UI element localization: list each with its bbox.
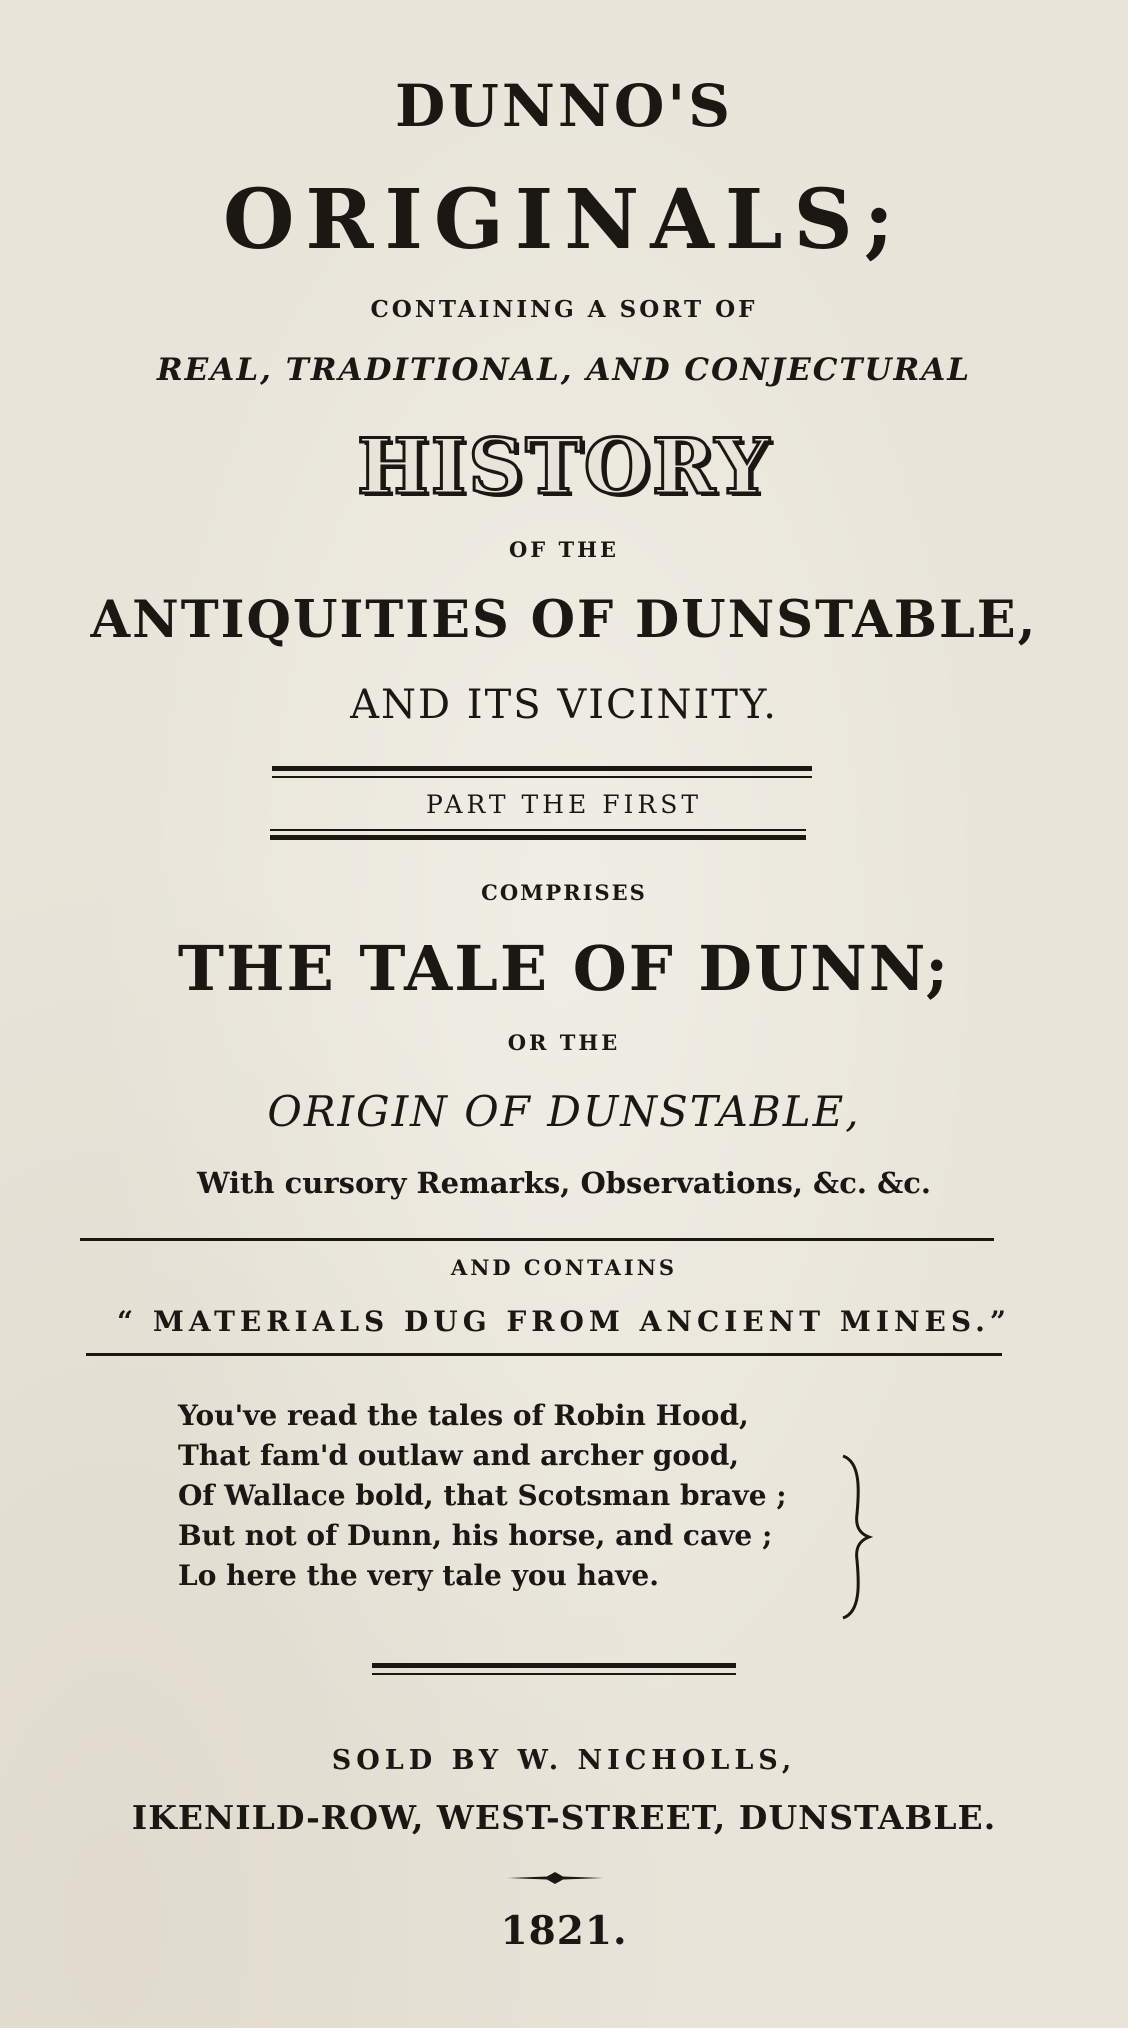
- comprises-label: COMPRISES: [481, 880, 647, 905]
- rule-part-top-thick: [272, 766, 812, 771]
- title-tale-of-dunn: THE TALE OF DUNN;: [177, 932, 951, 1005]
- rule-poem-thick: [372, 1663, 736, 1668]
- rule-part-top-thin: [272, 776, 812, 778]
- imprint-address: IKENILD-ROW, WEST-STREET, DUNSTABLE.: [131, 1798, 997, 1837]
- part-heading: PART THE FIRST: [425, 790, 703, 819]
- publication-year: 1821.: [500, 1908, 628, 1954]
- subtitle-real-traditional: REAL, TRADITIONAL, AND CONJECTURAL: [156, 352, 972, 388]
- cursory-remarks: With cursory Remarks, Observations, &c. &c.: [196, 1166, 932, 1200]
- epigraph-poem: [178, 1396, 818, 1596]
- title-dunnos: DUNNO'S: [394, 72, 734, 140]
- poem-line: Of Wallace bold, that Scotsman brave ;: [178, 1479, 787, 1512]
- rule-part-bottom-thick: [270, 835, 806, 840]
- curly-brace-ornament: [835, 1452, 875, 1622]
- title-antiquities: ANTIQUITIES OF DUNSTABLE,: [90, 590, 1038, 650]
- sold-by: SOLD BY W. NICHOLLS,: [331, 1745, 797, 1776]
- poem-line: You've read the tales of Robin Hood,: [178, 1399, 749, 1432]
- rule-contains-top: [80, 1238, 994, 1241]
- rule-part-bottom-thin: [270, 829, 806, 831]
- title-originals: ORIGINALS;: [222, 172, 906, 268]
- poem-line: But not of Dunn, his horse, and cave ;: [178, 1519, 773, 1552]
- materials-quote: “ MATERIALS DUG FROM ANCIENT MINES.”: [117, 1305, 1011, 1338]
- subtitle-containing: CONTAINING A SORT OF: [370, 296, 758, 323]
- or-the-label: OR THE: [507, 1030, 621, 1055]
- title-origin-of-dunstable: ORIGIN OF DUNSTABLE,: [267, 1087, 861, 1136]
- dash-ornament: [507, 1872, 603, 1884]
- subtitle-of-the: OF THE: [509, 537, 619, 562]
- subtitle-vicinity: AND ITS VICINITY.: [350, 682, 778, 728]
- poem-line: Lo here the very tale you have.: [178, 1559, 659, 1592]
- rule-poem-thin: [372, 1673, 736, 1675]
- rule-contains-bottom: [86, 1353, 1002, 1356]
- poem-line: That fam'd outlaw and archer good,: [178, 1439, 740, 1472]
- title-history: HISTORY: [356, 422, 772, 511]
- and-contains-label: AND CONTAINS: [450, 1255, 678, 1280]
